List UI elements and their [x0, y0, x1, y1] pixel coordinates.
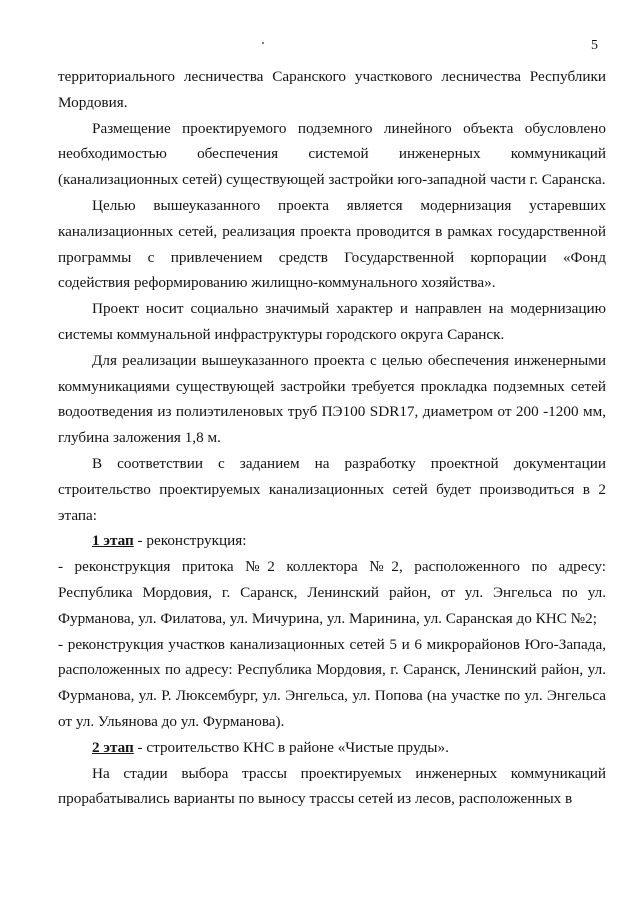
paragraph-purpose: Целью вышеуказанного проекта является модернизация устаревших канализационных сетей, реализация проекта проводится в рамках государственной программы с привлечением средств Государственной корпорации «Фонд содействия реформированию жилищно-коммунального хозяйства». — [58, 196, 606, 292]
paragraph-route-selection: На стадии выбора трассы проектируемых инженерных коммуникаций прорабатывались варианты по выносу трассы сетей из лесов, расположенных в — [58, 764, 606, 808]
stage2-label: 2 этап — [92, 738, 134, 756]
scan-speck — [262, 42, 264, 44]
paragraph-pipe-specification: Для реализации вышеуказанного проекта с целью обеспечения инженерными коммуникациями существующей застройки требуется прокладка подземных сетей водоотведения из полиэтиленовых труб ПЭ100 SDR17, диаметром от 200 -1200 мм, глубина заложения 1,8 м. — [58, 351, 606, 447]
page-number: 5 — [591, 38, 598, 53]
paragraph-stages-intro: В соответствии с заданием на разработку проектной документации строительство проектируемых канализационных сетей будет производиться в 2 этапа: — [58, 454, 606, 524]
stage1-item-1: - реконструкция притока №2 коллектора №2, расположенного по адресу: Республика Мордовия, г. Саранск, Ленинский район, от ул. Энгельса по ул. Фурманова, ул. Филатова, ул. Мичурина, ул. Маринина, ул. Саранская до КНС №2; — [58, 558, 606, 627]
paragraph-forestry-continuation: территориального лесничества Саранского участкового лесничества Республики Мордовия. — [58, 68, 606, 111]
stage1-heading — [58, 528, 606, 554]
document-body — [58, 64, 606, 812]
stage2-text: - строительство КНС в районе «Чистые пруды». — [133, 738, 449, 756]
stage1-label: 1 этап — [92, 532, 134, 550]
paragraph-social-significance: Проект носит социально значимый характер и направлен на модернизацию системы коммунальной инфраструктуры городского округа Саранск. — [58, 300, 606, 343]
stage1-item-2: - реконструкция участков канализационных сетей 5 и 6 микрорайонов Юго-Запада, расположенных по адресу: Республика Мордовия, г. Саранск, Ленинский район, ул. Фурманова, ул. Р. Люксембург, ул. Энгельса, ул. Попова (на участке по ул. Энгельса от ул. Ульянова до ул. Фурманова). — [58, 635, 606, 730]
stage1-text: - реконструкция: — [133, 532, 247, 550]
paragraph-placement: Размещение проектируемого подземного линейного объекта обусловлено необходимостью обеспечения системой инженерных коммуникаций (канализационных сетей) существующей застройки юго-западной части г. Саранска. — [58, 119, 606, 189]
stage2-heading — [58, 735, 606, 761]
